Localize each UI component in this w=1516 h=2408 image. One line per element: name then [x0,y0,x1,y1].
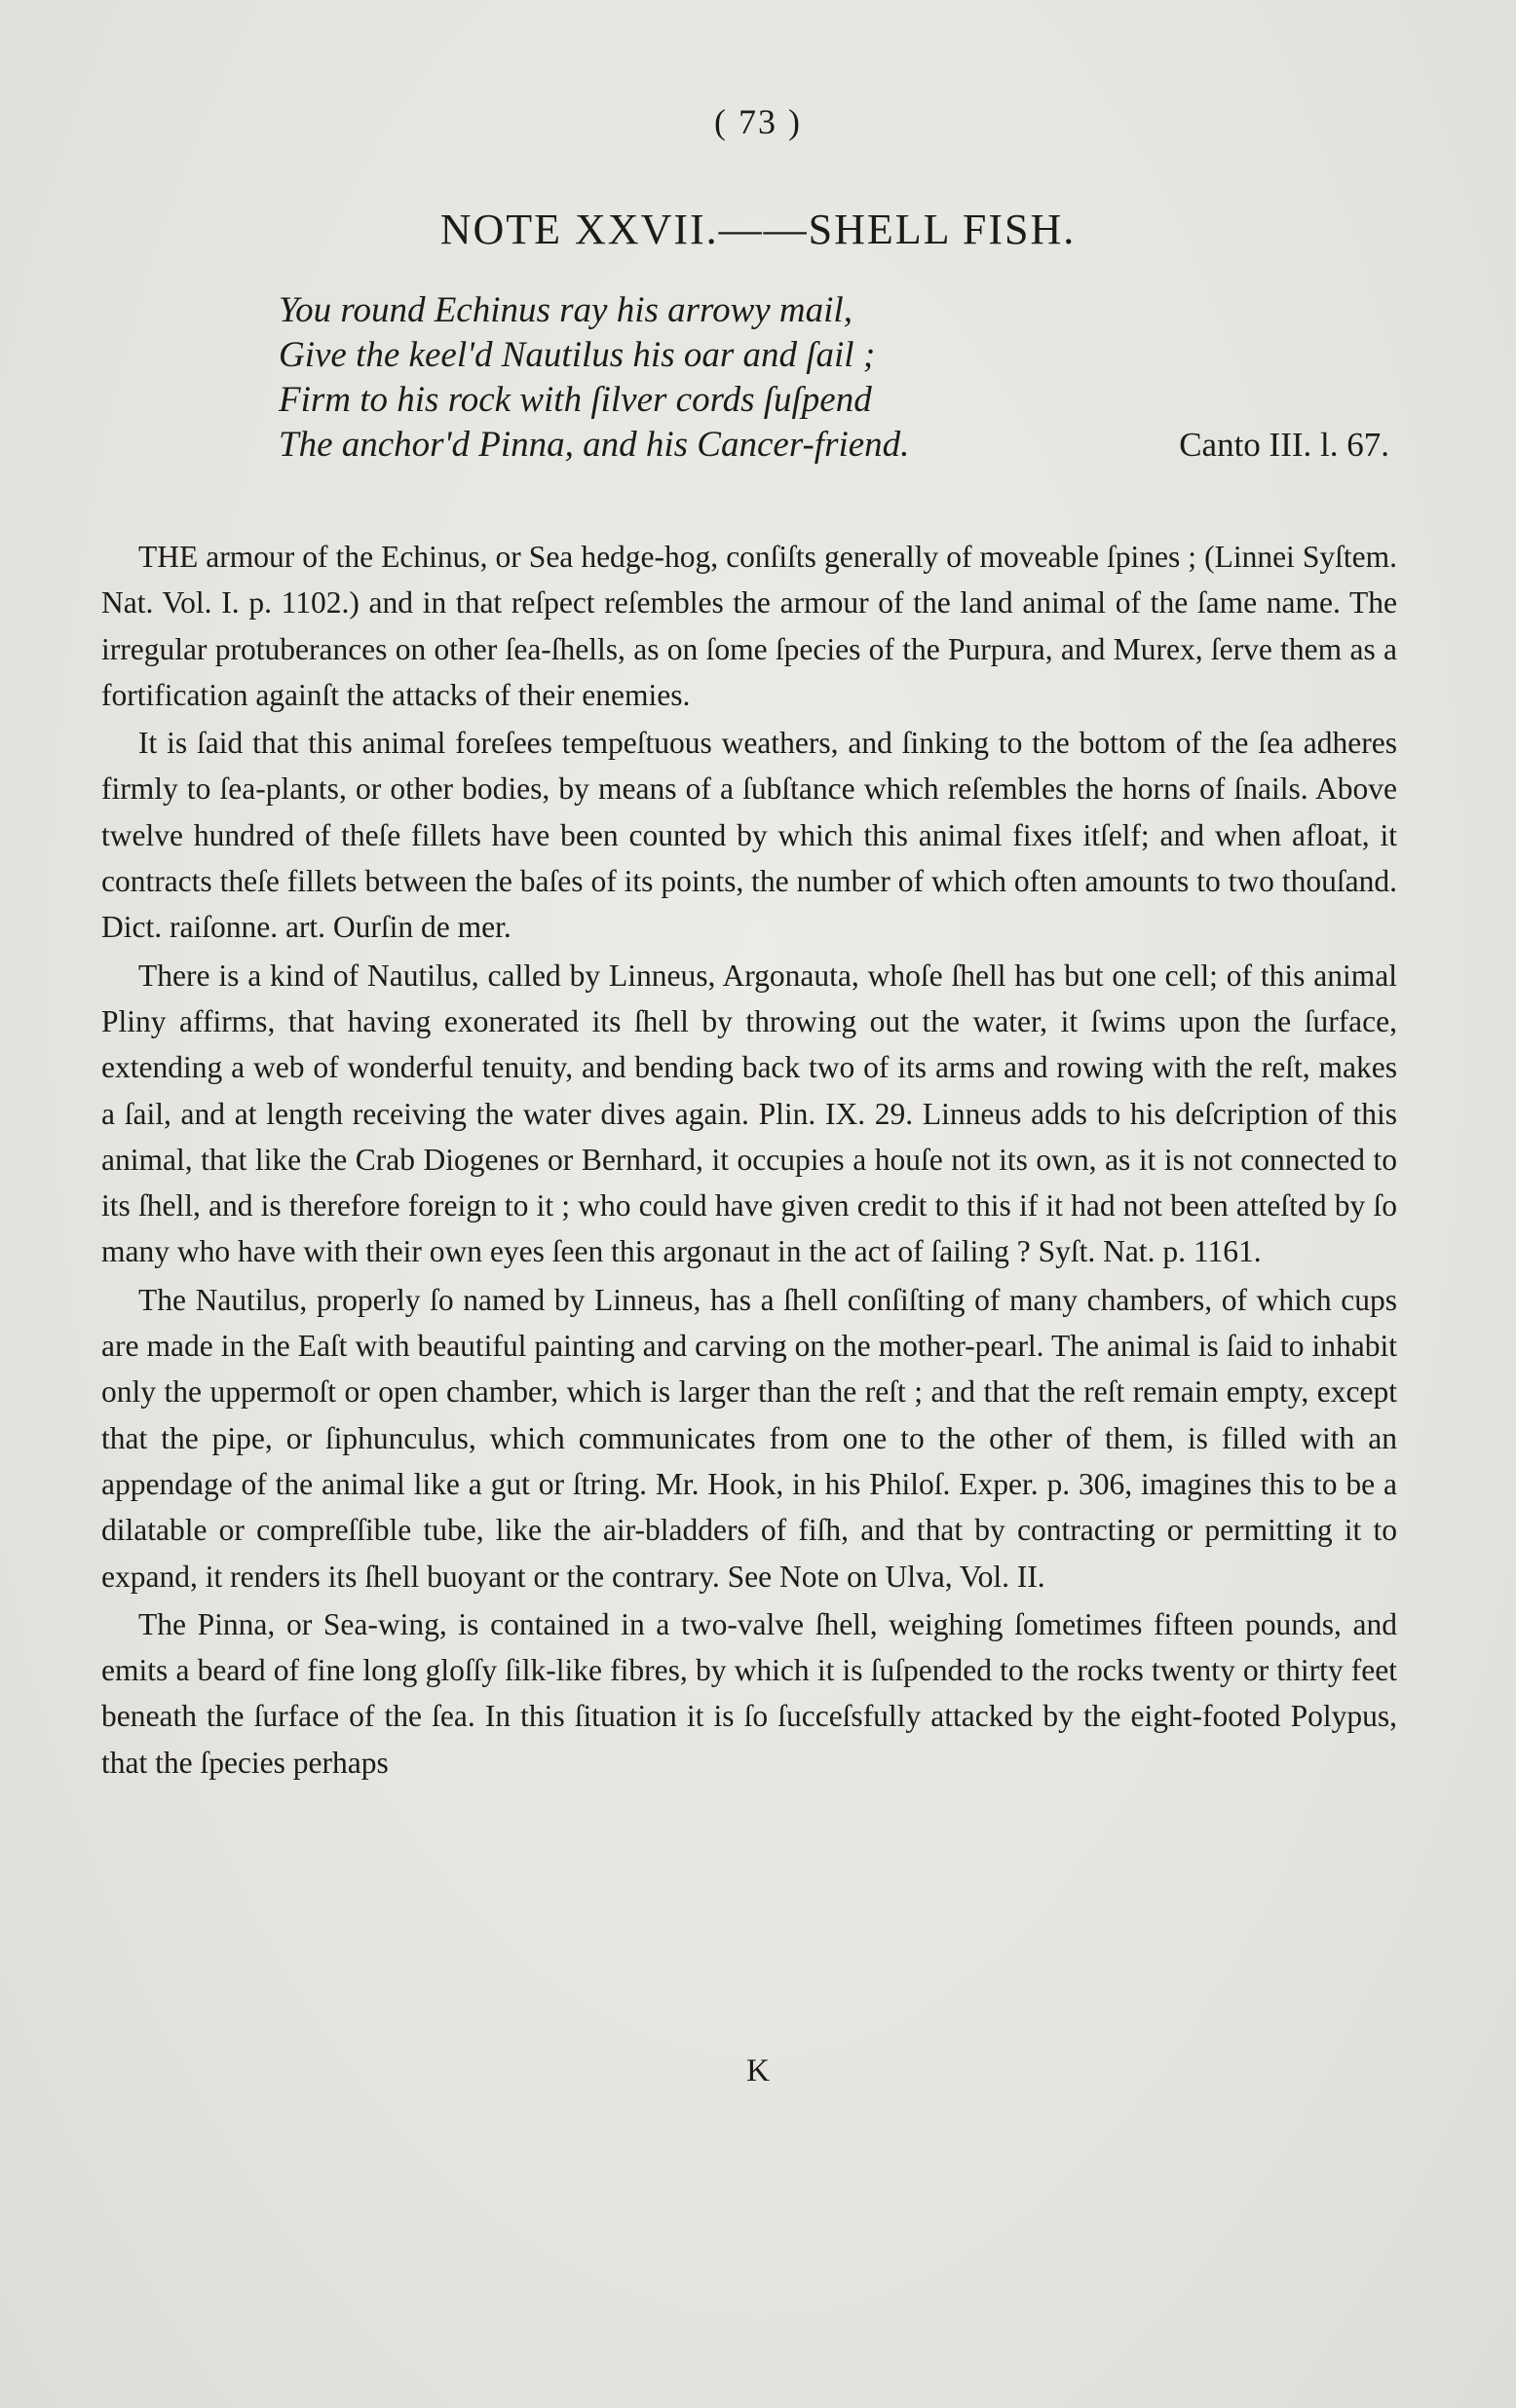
epigraph [279,288,1409,468]
paragraph-pinna: The Pinna, or Sea-wing, is contained in a two-valve ſhell, weighing ſometimes fifteen pounds, and emits a beard of fine long gloſſy ſilk-like fibres, by which it is ſuſpended to the rocks twenty or thirty feet beneath the ſurface of the ſea. In this ſituation it is ſo ſucceſsfully attacked by the eight-footed Polypus, that the ſpecies perhaps [101,1606,1397,1780]
epigraph-line: You round Echinus ray his arrowy mail, [279,290,853,330]
note-title: NOTE XXVII.——SHELL FISH. [439,206,1077,253]
paragraph-echinus-fillets: It is ſaid that this animal foreſees tempeſtuous weathers, and ſinking to the bottom of the ſea adheres firmly to ſea-plants, or other bodies, by means of a ſubſtance which reſembles the horns of ſnails. Above twelve hundred of theſe fillets have been counted by which this animal fixes itſelf; and when afloat, it contracts theſe fillets between the baſes of its points, the number of which often amounts to two thouſand. Dict. raiſonne. art. Ourſin de mer. [101,726,1397,945]
paragraph-nautilus: The Nautilus, properly ſo named by Linneus, has a ſhell conſiſting of many chambers, of which cups are made in the Eaſt with beautiful painting and carving on the mother-pearl. The animal is ſaid to inhabit only the uppermoſt or open chamber, which is larger than the reſt ; and that the reſt remain empty, except that the pipe, or ſiphunculus, which communicates from one to the other of them, is filled with an appendage of the animal like a gut or ſtring. Mr. Hook, in his Philoſ. Exper. p. 306, imagines this to be a dilatable or compreſſible tube, like the air-bladders of fiſh, and that by contracting or permitting it to expand, it renders its ſhell buoyant or the contrary. See Note on Ulva, Vol. II. [101,1282,1397,1594]
note-body [101,534,1397,1786]
paragraph-echinus: THE armour of the Echinus, or Sea hedge-hog, conſiſts generally of moveable ſpines ; (Linnei Syſtem. Nat. Vol. I. p. 1102.) and in that reſpect reſembles the armour of the land animal of the ſame name. The irregular protuberances on other ſea-ſhells, as on ſome ſpecies of the Purpura, and Murex, ſerve them as a fortification againſt the attacks of their enemies. [101,540,1397,712]
paragraph-argonauta: There is a kind of Nautilus, called by Linneus, Argonauta, whoſe ſhell has but one cell; of this animal Pliny affirms, that having exonerated its ſhell by throwing out the water, it ſwims upon the ſurface, extending a web of wonderful tenuity, and bending back two of its arms and rowing with the reſt, makes a ſail, and at length receiving the water dives again. Plin. IX. 29. Linneus adds to his deſcription of this animal, that like the Crab Diogenes or Bernhard, it occupies a houſe not its own, as it is not connected to its ſhell, and is therefore foreign to it ; who could have given credit to this if it had not been atteſted by ſo many who have with their own eyes ſeen this argonaut in the act of ſailing ? Syſt. Nat. p. 1161. [101,958,1397,1269]
epigraph-line: Firm to his rock with ſilver cords ſuſpend [279,380,872,420]
epigraph-citation: Canto III. l. 67. [1179,426,1389,464]
epigraph-line: The anchor'd Pinna, and his Cancer-friend. [279,425,910,465]
signature-mark: K [746,2053,770,2088]
epigraph-line: Give the keel'd Nautilus his oar and ſail ; [279,335,876,375]
page-number: ( 73 ) [714,102,802,141]
